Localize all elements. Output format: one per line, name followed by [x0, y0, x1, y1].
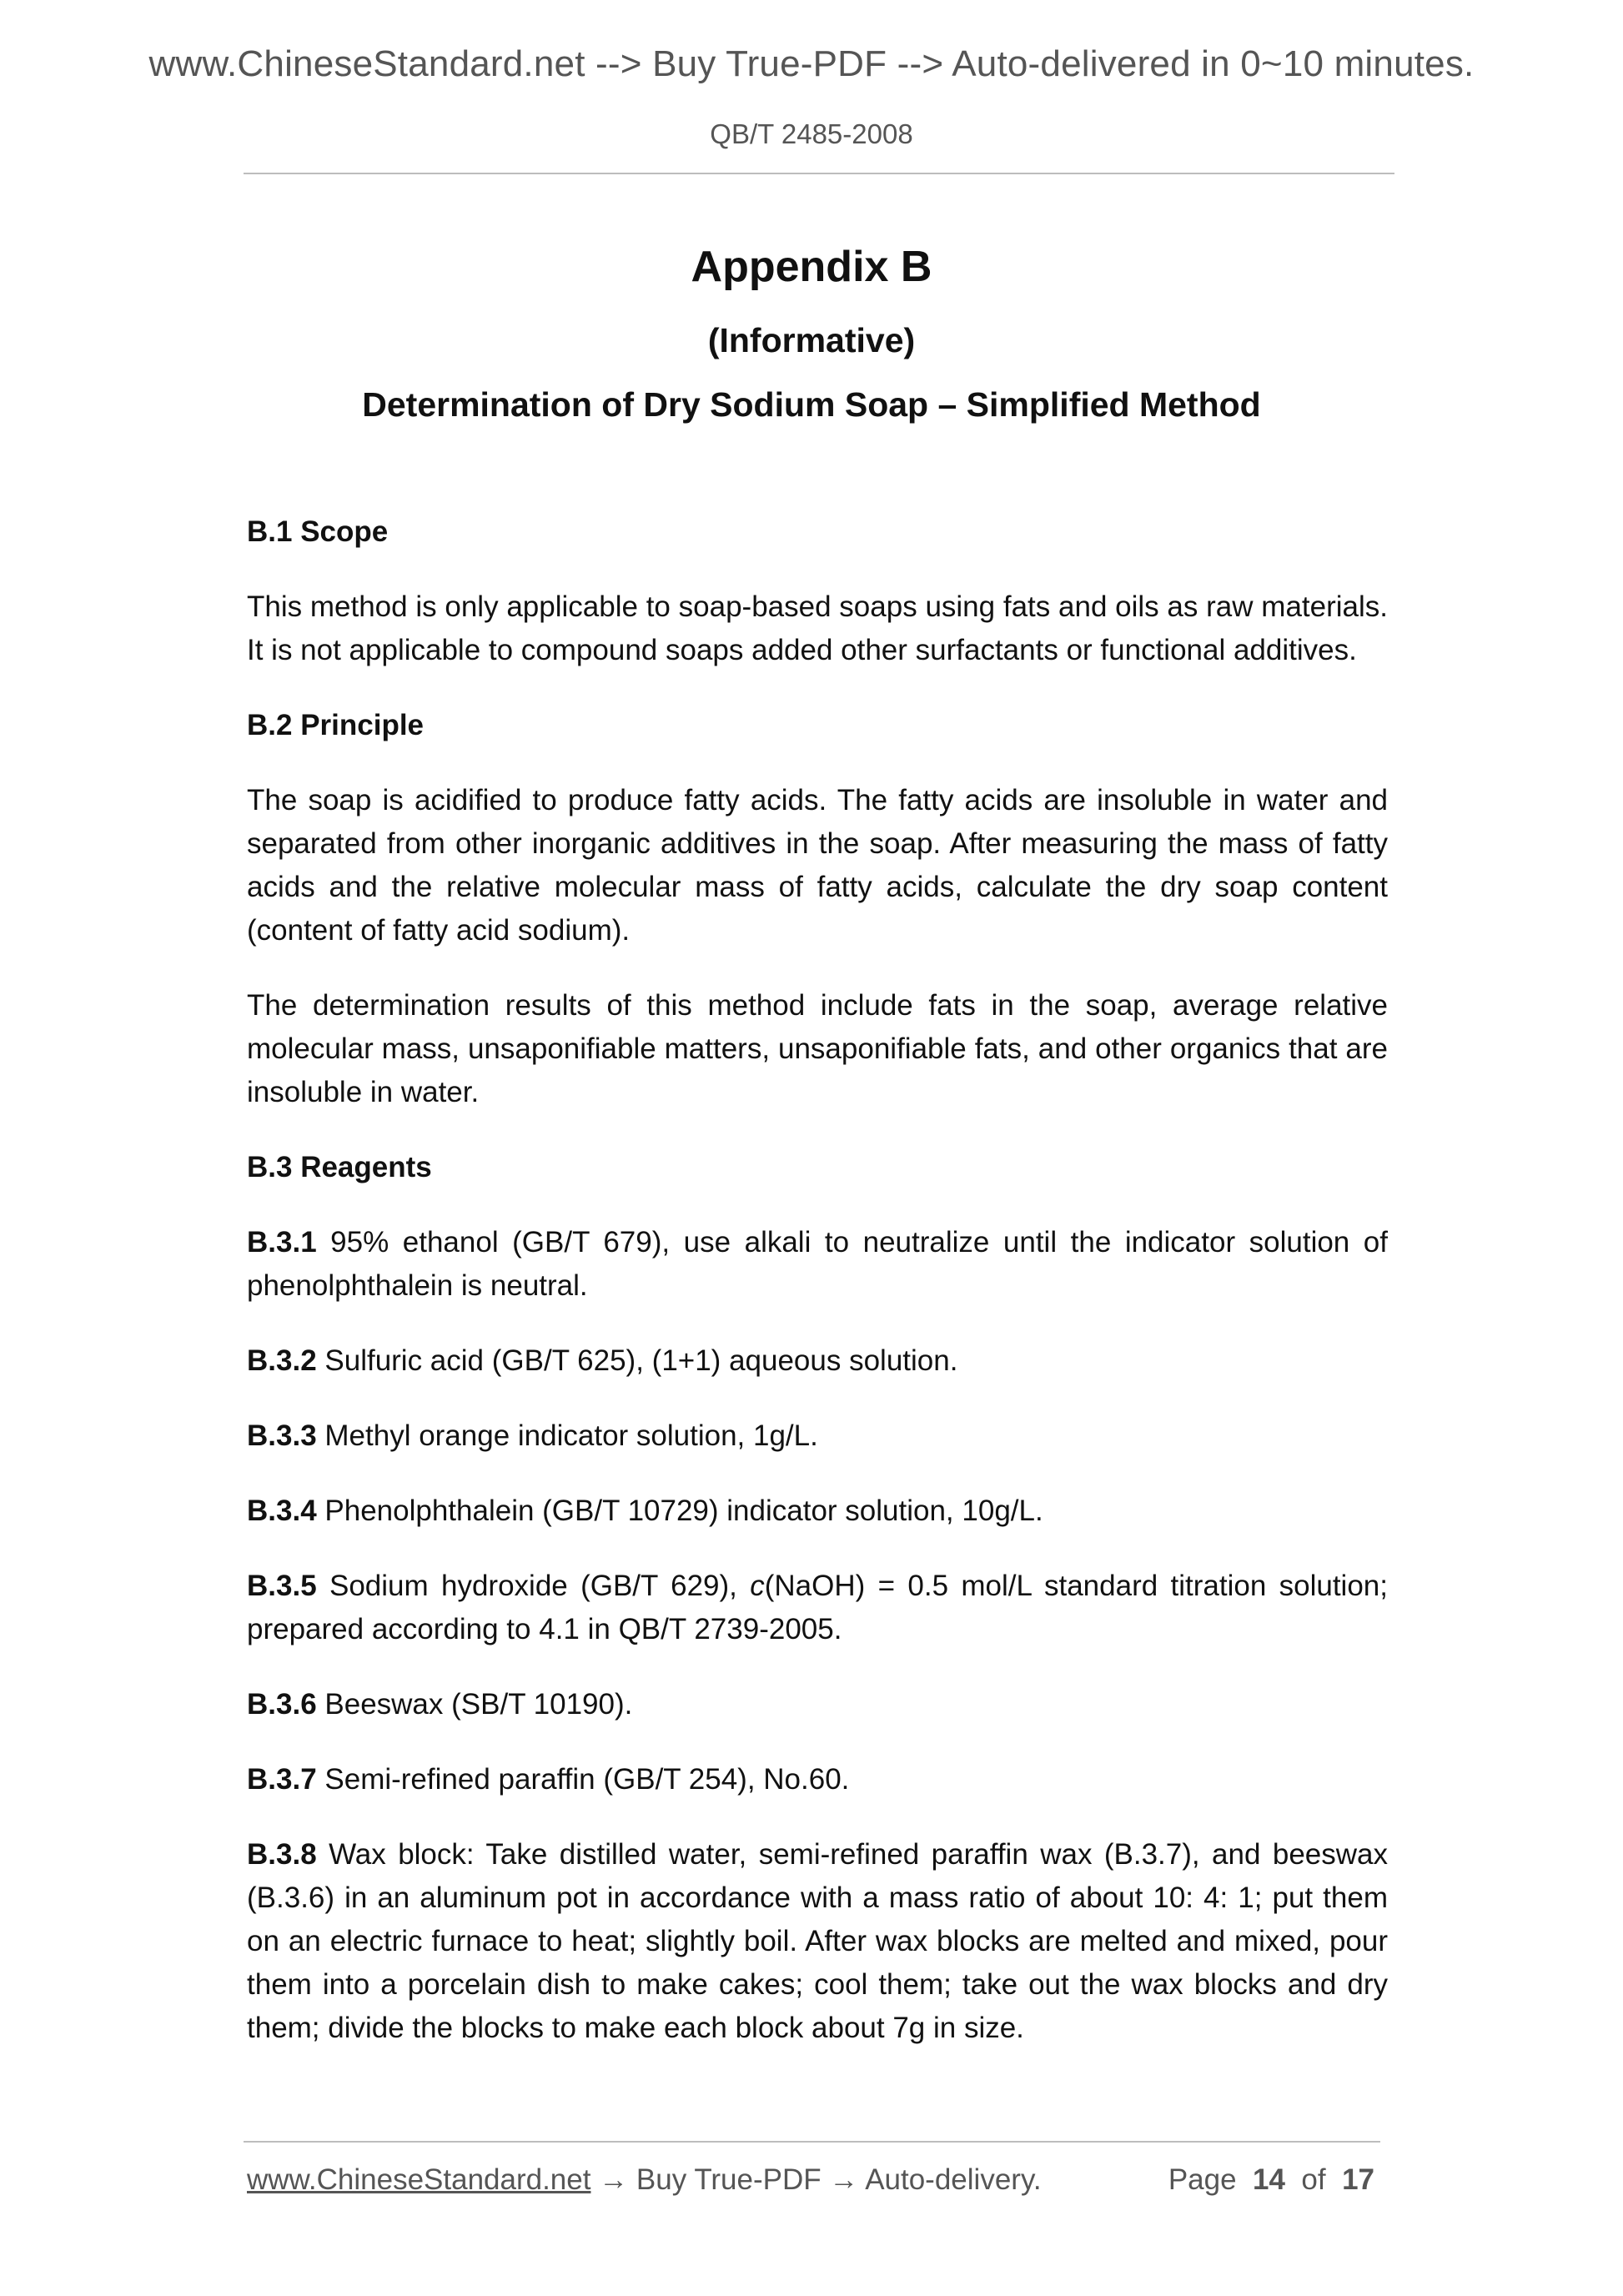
paragraph-b33 — [247, 1414, 1388, 1458]
clause-number: B.3.1 — [247, 1226, 317, 1259]
appendix-subtitle: (Informative) — [707, 321, 916, 359]
clause-number: B.3.3 — [247, 1419, 317, 1452]
clause-number: B.3.7 — [247, 1763, 317, 1796]
concentration-symbol: c — [750, 1570, 765, 1602]
appendix-heading: Determination of Dry Sodium Soap – Simplified Method — [362, 385, 1261, 424]
section-heading-b2: B.2 Principle — [247, 709, 425, 741]
arrow-icon: → — [590, 2163, 636, 2196]
arrow-icon: → — [821, 2163, 866, 2196]
paragraph-b34 — [247, 1490, 1388, 1533]
page-indicator — [1168, 2163, 1374, 2197]
clause-text: Beeswax (SB/T 10190). — [316, 1688, 633, 1721]
clause-number: B.3.8 — [247, 1838, 317, 1871]
clause-number: B.3.6 — [247, 1688, 317, 1721]
clause-text: 95% ethanol (GB/T 679), use alkali to neutralize until the indicator solution of phenolphthalein is neutral. — [247, 1226, 1388, 1302]
paragraph-b36 — [247, 1683, 1388, 1726]
clause-text: Semi-refined paraffin (GB/T 254), No.60. — [316, 1763, 850, 1796]
page-label: Page — [1168, 2163, 1237, 2196]
clause-text: Methyl orange indicator solution, 1g/L. — [316, 1419, 818, 1452]
clause-text: Phenolphthalein (GB/T 10729) indicator solution, 10g/L. — [316, 1495, 1043, 1527]
footer-delivery-text: Auto-delivery. — [865, 2163, 1042, 2196]
clause-number: B.3.4 — [247, 1495, 317, 1527]
clause-number: B.3.5 — [247, 1570, 317, 1602]
paragraph-b2-1: The soap is acidified to produce fatty acids. The fatty acids are insoluble in water and separated from other inorganic additives in the soap. After measuring the mass of fatty acids and the relative molecular mass of fatty acids, calculate the dry soap content (content of fatty acid sodium). — [247, 784, 1388, 947]
document-number: QB/T 2485-2008 — [710, 118, 913, 149]
paragraph-b2-2: The determination results of this method include fats in the soap, average relative molecular mass, unsaponifiable matters, unsaponifiable fats, and other organics that are insoluble in water. — [247, 989, 1388, 1108]
clause-number: B.3.2 — [247, 1344, 317, 1377]
page-footer — [247, 2163, 1381, 2197]
clause-text: Sodium hydroxide (GB/T 629), — [316, 1570, 751, 1602]
paragraph-b32 — [247, 1339, 1388, 1383]
footer-divider — [244, 2141, 1380, 2143]
document-body — [247, 510, 1388, 2082]
of-label: of — [1301, 2163, 1326, 2196]
paragraph-b1: This method is only applicable to soap-based soaps using fats and oils as raw materials. It is not applicable to compound soaps added other surfactants or functional additives. — [247, 590, 1388, 666]
header-divider — [244, 173, 1394, 174]
section-heading-b3: B.3 Reagents — [247, 1151, 432, 1183]
footer-buy-text: Buy True-PDF — [636, 2163, 822, 2196]
paragraph-b38 — [247, 1833, 1388, 2050]
footer-link[interactable]: www.ChineseStandard.net — [247, 2163, 591, 2196]
clause-text: Wax block: Take distilled water, semi-refined paraffin wax (B.3.7), and beeswax (B.3.6) in an aluminum pot in accordance with a mass ratio of about 10: 4: 1; put them on an electric furnace to heat; slightly boil. After wax blocks are melted and mixed, pour them into a porcelain dish to make cakes; cool them; take out the wax blocks and dry them; divide the blocks to make each block about 7g in size. — [247, 1838, 1388, 2044]
paragraph-b35 — [247, 1565, 1388, 1651]
paragraph-b37 — [247, 1758, 1388, 1801]
clause-text: (NaOH) = 0.5 mol/L standard titration solution; prepared according to 4.1 in QB/T 2739-2005. — [247, 1570, 1388, 1645]
paragraph-b31 — [247, 1221, 1388, 1308]
page-number: 14 — [1253, 2163, 1285, 2196]
clause-text: Sulfuric acid (GB/T 625), (1+1) aqueous solution. — [316, 1344, 958, 1377]
section-heading-b1: B.1 Scope — [247, 515, 389, 548]
appendix-title: Appendix B — [691, 243, 932, 291]
page-total: 17 — [1342, 2163, 1374, 2196]
top-banner: www.ChineseStandard.net --> Buy True-PDF --> Auto-delivered in 0~10 minutes. — [148, 43, 1475, 84]
